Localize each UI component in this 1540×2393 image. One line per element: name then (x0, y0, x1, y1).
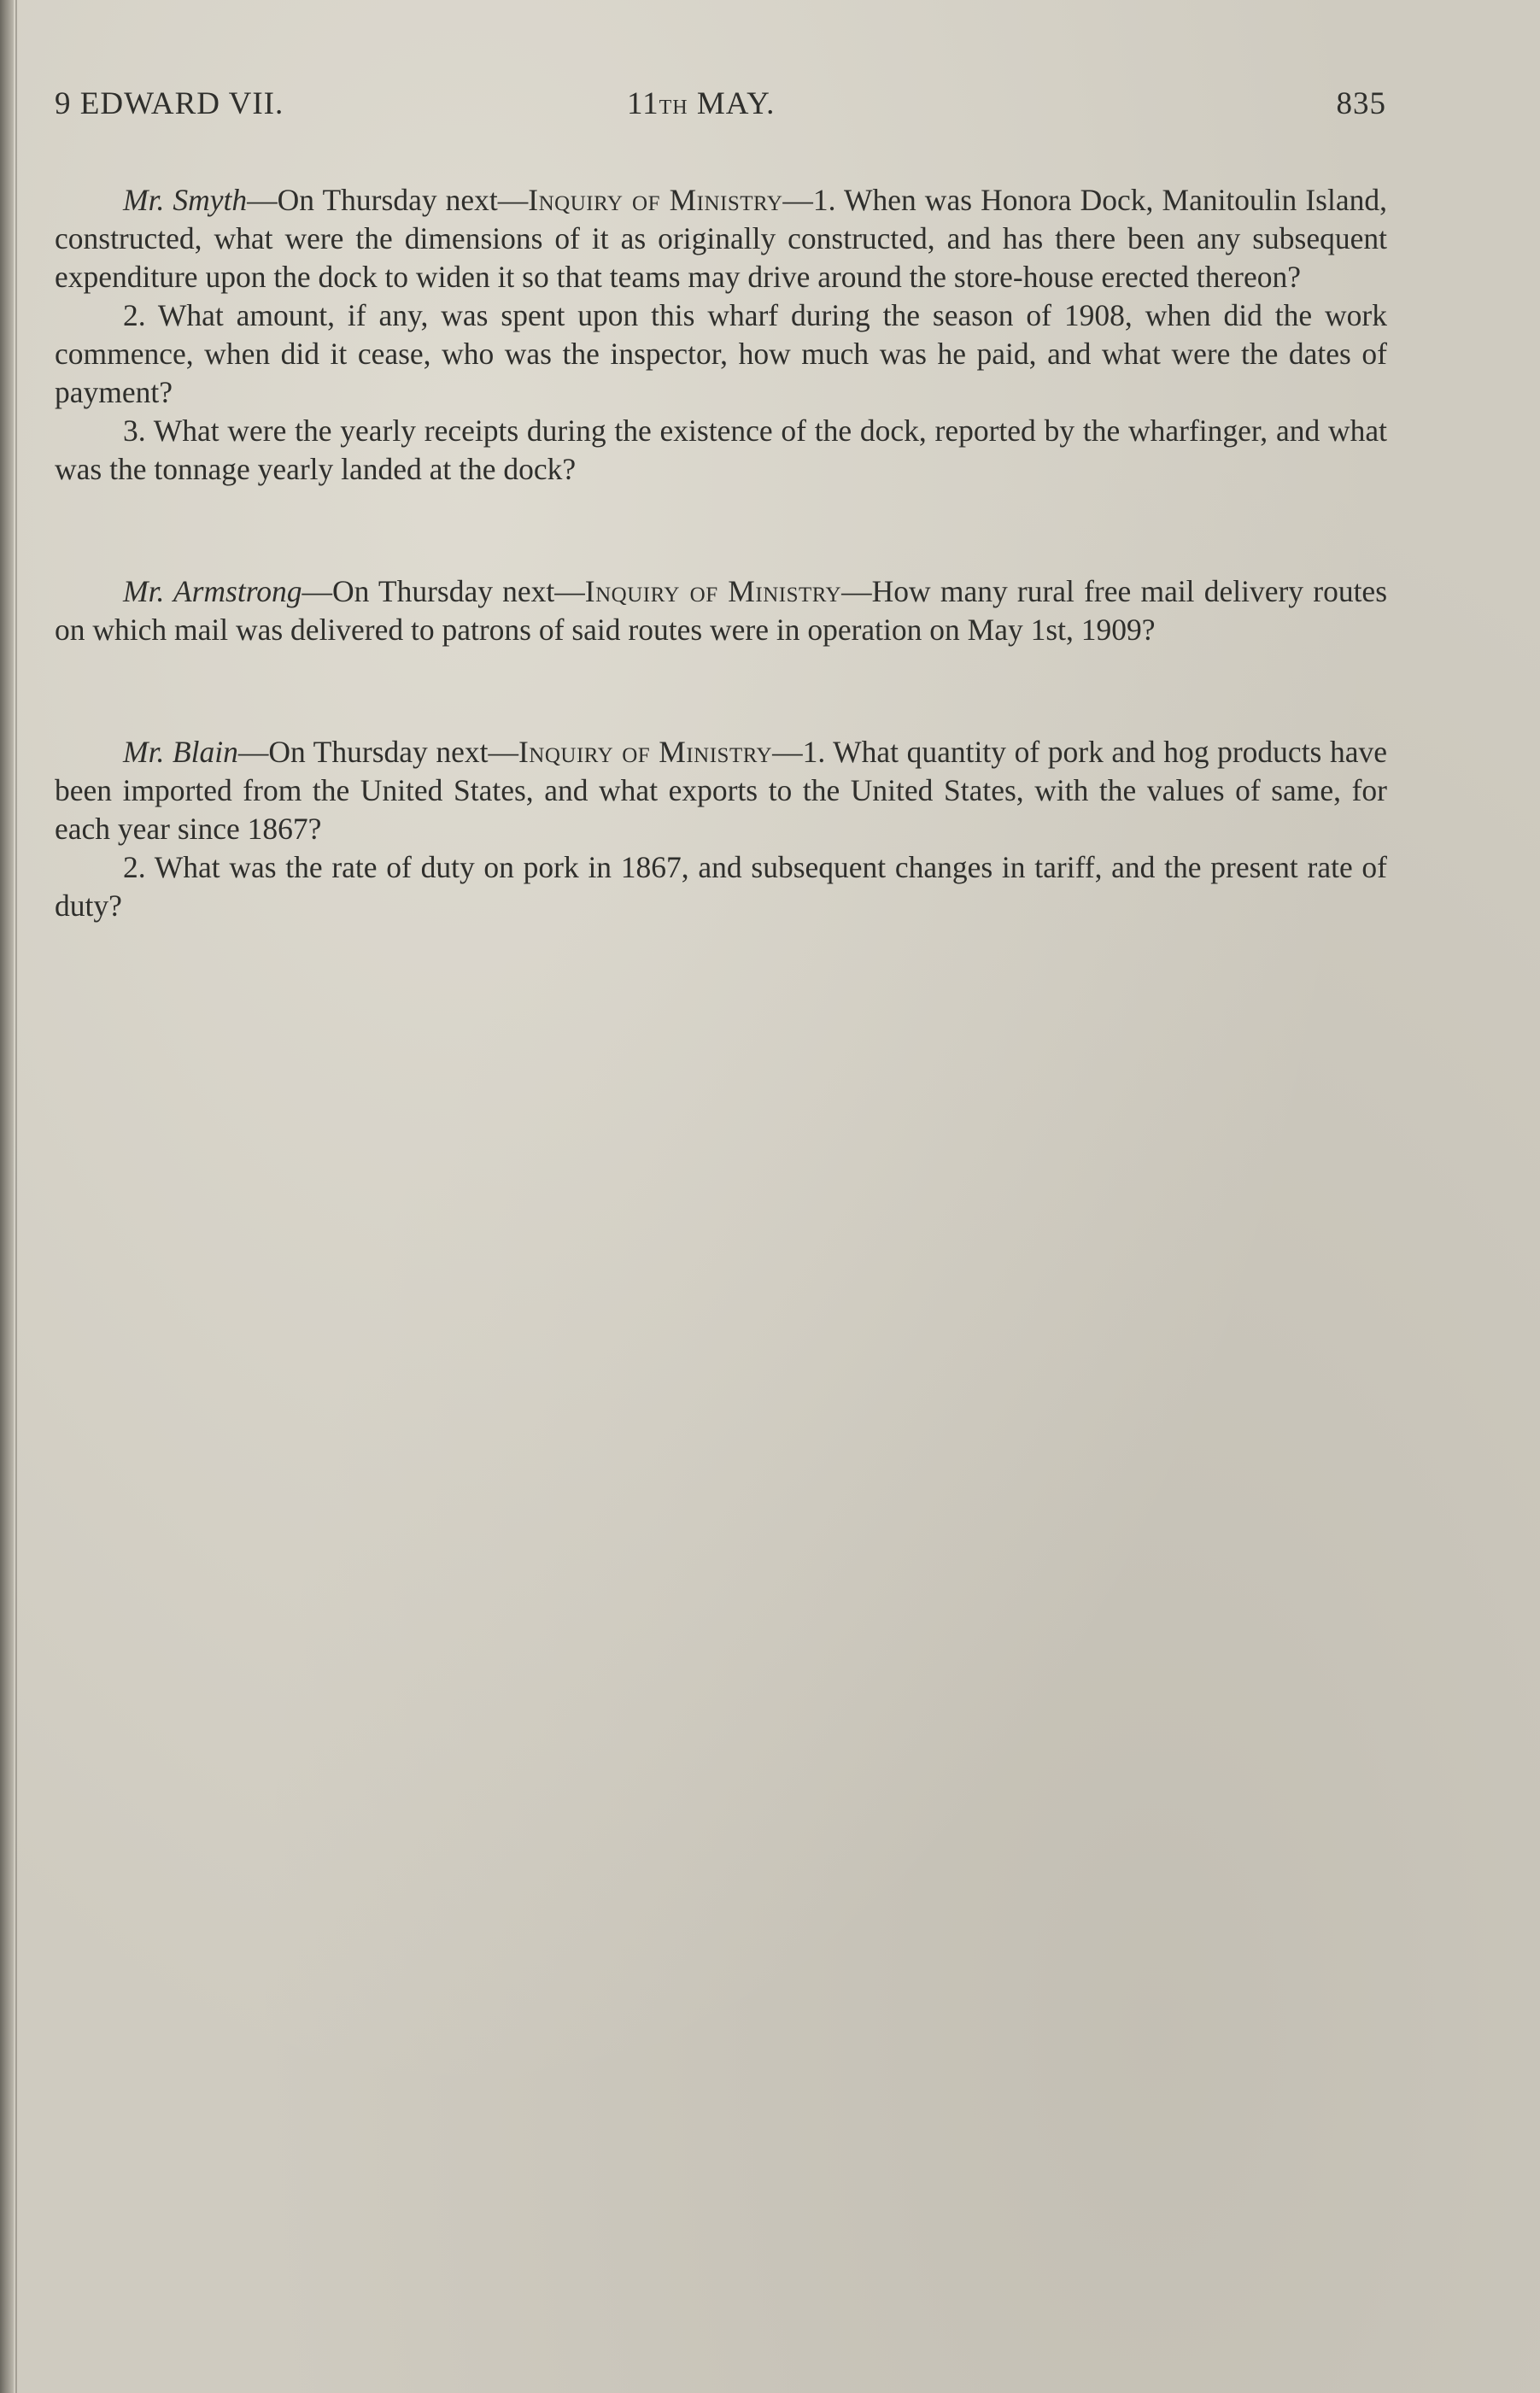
header-day: 11 (627, 86, 659, 121)
question-text: —1. When was Honora Dock, Manitoulin Island, constructed, what were the dimensions of it as originally constructed, and has there been any subsequent expenditure upon the dock to widen it so that teams may drive around the store-house erected thereon? (55, 183, 1387, 294)
question-paragraph: 2. What amount, if any, was spent upon this wharf during the season of 1908, when did the work commence, when did it cease, who was the inspector, how much was he paid, and what were the dates of payment? (55, 298, 1387, 409)
question-paragraph: 3. What were the yearly receipts during the existence of the dock, reported by the wharfinger, and what was the tonnage yearly landed at the dock? (55, 413, 1387, 486)
notice-phrase: —On Thursday next— (237, 735, 518, 769)
question-text: —How many rural free mail delivery routes on which mail was delivered to patrons of said routes were in operation on May 1st, 1909? (55, 574, 1388, 647)
question-blain (55, 733, 1387, 925)
member-name: Mr. Blain (123, 735, 238, 769)
question-paragraph (55, 733, 1387, 848)
inquiry-heading: Inquiry of Ministry (584, 574, 842, 608)
question-paragraph (55, 572, 1387, 649)
running-header (55, 85, 1386, 137)
header-date (627, 85, 775, 122)
notice-phrase: —On Thursday next— (247, 183, 529, 217)
member-name: Mr. Armstrong (123, 574, 302, 608)
header-day-suffix: TH (659, 97, 688, 119)
question-armstrong (55, 572, 1387, 649)
inquiry-heading: Inquiry of Ministry (518, 735, 773, 769)
page-binding-edge (0, 0, 14, 2393)
question-paragraph: 2. What was the rate of duty on pork in 1867, and subsequent changes in tariff, and the present rate of duty? (55, 850, 1387, 923)
inquiry-heading: Inquiry of Ministry (528, 183, 783, 217)
page-number: 835 (1336, 86, 1386, 121)
member-name: Mr. Smyth (123, 183, 248, 217)
question-text: —1. What quantity of pork and hog products have been imported from the United States, and what exports to the United States, with the values of same, for each year since 1867? (55, 735, 1387, 846)
notice-phrase: —On Thursday next— (302, 574, 585, 608)
question-smyth (55, 181, 1387, 489)
header-month: MAY. (696, 86, 776, 121)
page-body (55, 181, 1387, 925)
question-paragraph (55, 181, 1387, 296)
header-regnal-year: 9 EDWARD VII. (55, 86, 284, 121)
